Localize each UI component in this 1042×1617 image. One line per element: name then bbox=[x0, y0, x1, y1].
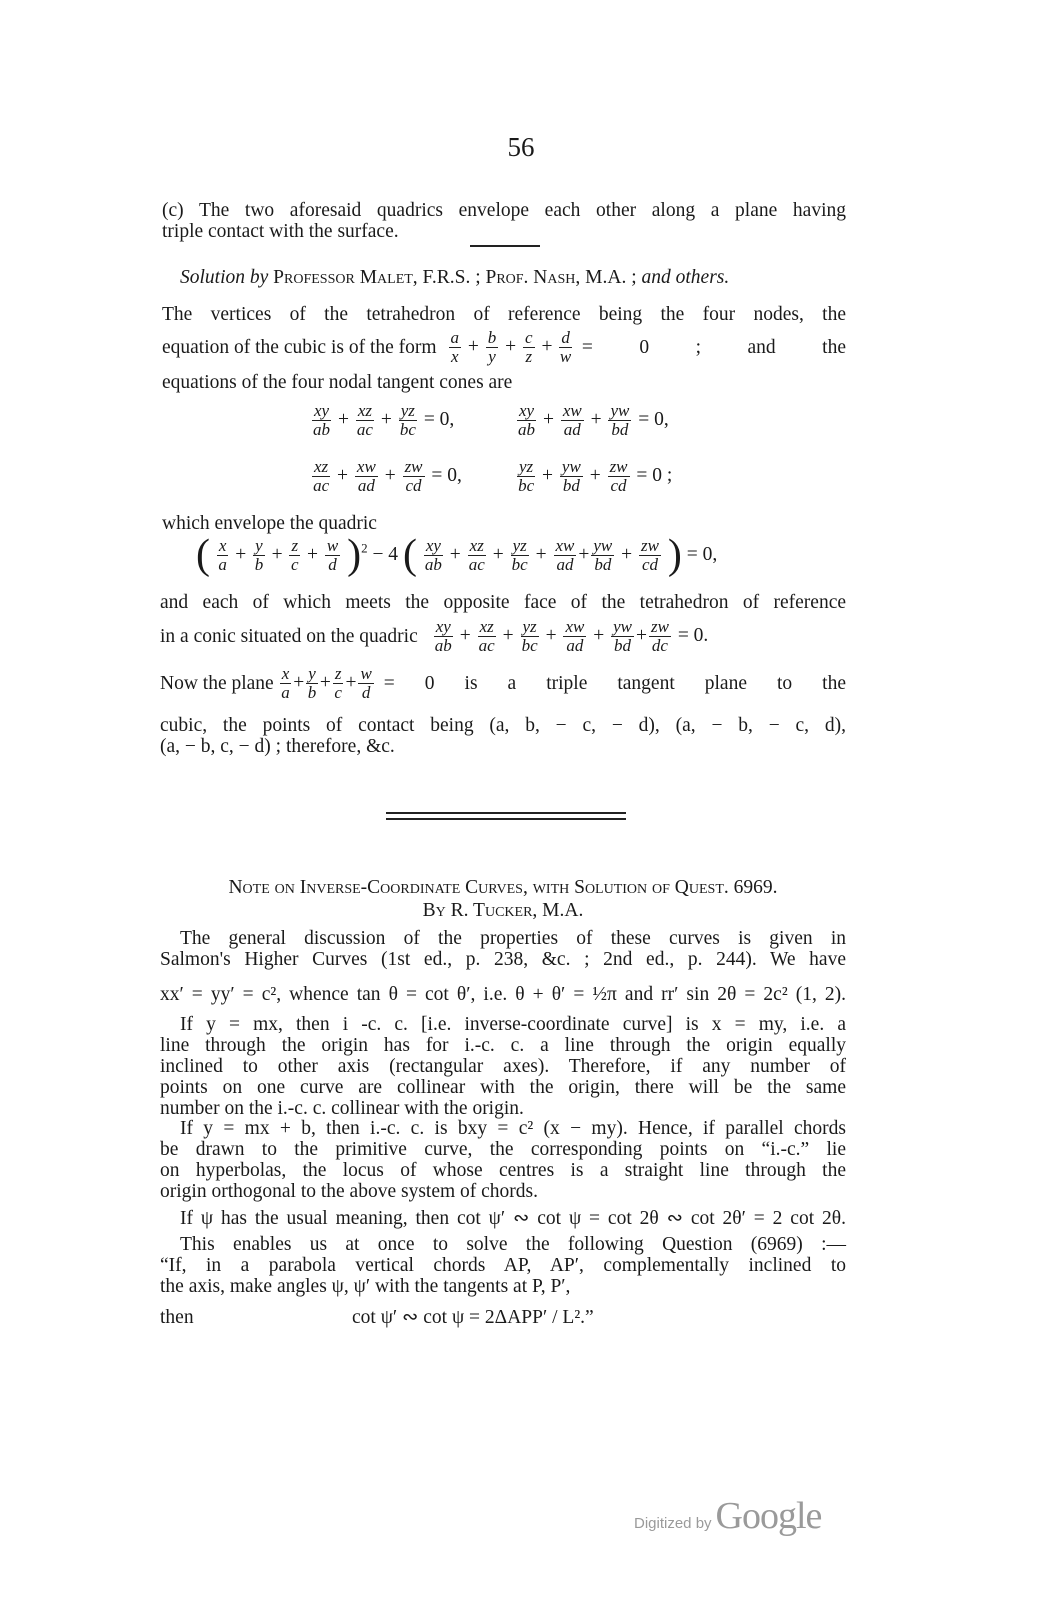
note-p2-line-2: line through the origin has for i.-c. c. a line through the origin equally bbox=[160, 1035, 846, 1056]
digitized-by-text: Digitized by bbox=[634, 1515, 712, 1532]
note-p3-line-1: If y = mx + b, then i.-c. c. is bxy = c² (x − my). Hence, if parallel chords bbox=[180, 1118, 846, 1139]
note-p3-line-2: be drawn to the primitive curve, the corresponding points on “i.-c.” lie bbox=[160, 1139, 846, 1160]
short-rule bbox=[470, 245, 540, 247]
part-c-line-2: triple contact with the surface. bbox=[162, 221, 399, 242]
then-word: then bbox=[160, 1307, 194, 1328]
quadric-equation: ( $\frac{x}{a}$ + $\frac{y}{b}$ + $\frac{z}{c}$ + $\frac{w}{d}$ )$^2$ − 4 ( $\frac{xy}{ab}$ + $\frac{xz}{ac}$ + $\frac{yz}{bc}$ + $\frac{xw}{ad}$ + $\frac{yw}{bd}$ + $\frac{zw}{cd}$ ) = 0, bbox=[196, 531, 718, 578]
cubic-form-text: equation of the cubic is of the form bbox=[162, 336, 437, 358]
now-plane-text: Now the plane bbox=[160, 672, 274, 694]
separator-rule-top bbox=[386, 812, 626, 814]
solution-para-1-line-2 bbox=[162, 329, 846, 366]
solution-authors: Professor Malet, F.R.S. ; Prof. Nash, M.A. ; bbox=[273, 267, 637, 288]
note-p1-line-1: The general discussion of the properties of these curves is given in bbox=[180, 928, 846, 949]
solution-others: and others. bbox=[641, 267, 730, 288]
solution-para-1-line-1: The vertices of the tetrahedron of reference being the four nodes, the bbox=[162, 304, 846, 325]
solution-para-1-line-3: equations of the four nodal tangent cones are bbox=[162, 372, 513, 393]
cubic-form-end: = 0 ; and the bbox=[581, 336, 846, 358]
note-p2-line-5: number on the i.-c. c. collinear with the origin. bbox=[160, 1098, 524, 1119]
conic-text: in a conic situated on the quadric bbox=[160, 625, 418, 647]
conic-quadric-formula: $\frac{xy}{ab}$ + $\frac{xz}{ac}$ + $\frac{yz}{bc}$ + $\frac{xw}{ad}$ + $\frac{yw}{bd}$ + $\frac{zw}{dc}$ = 0. bbox=[434, 617, 709, 655]
note-p3-line-4: origin orthogonal to the above system of chords. bbox=[160, 1181, 539, 1202]
note-title: Note on Inverse-Coordinate Curves, with Solution of Quest. 6969. bbox=[228, 877, 778, 898]
note-p1-line-2: Salmon's Higher Curves (1st ed., p. 238, &c. ; 2nd ed., p. 244). We have bbox=[160, 949, 846, 970]
note-p2-line-1: If y = mx, then i -c. c. [i.e. inverse-coordinate curve] is x = my, i.e. a bbox=[180, 1014, 846, 1035]
envelope-text: which envelope the quadric bbox=[162, 513, 377, 534]
contact-line-1: cubic, the points of contact being (a, b, − c, − d), (a, − b, − c, d), bbox=[160, 715, 846, 736]
then-formula: cot ψ′ ∾ cot ψ = 2ΔAPP′ / L².” bbox=[352, 1307, 594, 1328]
face-line-1: and each of which meets the opposite face of the tetrahedron of reference bbox=[160, 592, 846, 613]
note-author: By R. Tucker, M.A. bbox=[422, 900, 584, 921]
page-number: 56 bbox=[507, 132, 535, 162]
separator-rule-bottom bbox=[386, 818, 626, 820]
face-line-2 bbox=[160, 618, 846, 655]
note-p5-line-2: “If, in a parabola vertical chords AP, AP′, complementally inclined to bbox=[160, 1255, 846, 1276]
note-p5-line-1: This enables us at once to solve the following Question (6969) :— bbox=[180, 1234, 846, 1255]
note-p5-line-3: the axis, make angles ψ, ψ′ with the tangents at P, P′, bbox=[160, 1276, 571, 1297]
note-p2-line-3: inclined to other axis (rectangular axes). Therefore, if any number of bbox=[160, 1056, 846, 1077]
google-logo: Google bbox=[715, 1495, 822, 1537]
solution-heading bbox=[180, 267, 729, 288]
cubic-form-formula: $\frac{a}{x}$ + $\frac{b}{y}$ + $\frac{c}{z}$ + $\frac{d}{w}$ bbox=[450, 328, 572, 366]
now-plane-line bbox=[160, 665, 846, 702]
contact-line-2: (a, − b, c, − d) ; therefore, &c. bbox=[160, 736, 395, 757]
cone-equation-2: $\frac{xy}{ab}$ + $\frac{xw}{ad}$ + $\frac{yw}{bd}$ = 0, bbox=[518, 401, 669, 439]
note-p2-line-4: points on one curve are collinear with the origin, there will be the same bbox=[160, 1077, 846, 1098]
digitized-watermark bbox=[634, 1494, 821, 1538]
triple-plane-formula: $\frac{x}{a}$ + $\frac{y}{b}$ + $\frac{z}{c}$ + $\frac{w}{d}$ bbox=[281, 664, 372, 702]
solution-intro: Solution by bbox=[180, 267, 269, 288]
note-p1-line-3: xx′ = yy′ = c², whence tan θ = cot θ′, i.e. θ + θ′ = ½π and rr′ sin 2θ = 2c² (1, 2). bbox=[160, 984, 846, 1005]
note-p3-line-3: on hyperbolas, the locus of whose centres is a straight line through the bbox=[160, 1160, 846, 1181]
cone-equation-4: $\frac{yz}{bc}$ + $\frac{yw}{bd}$ + $\frac{zw}{cd}$ = 0 ; bbox=[518, 457, 673, 495]
triple-plane-end: = 0 is a triple tangent plane to the bbox=[383, 672, 846, 694]
cone-equation-1: $\frac{xy}{ab}$ + $\frac{xz}{ac}$ + $\frac{yz}{bc}$ = 0, bbox=[313, 401, 455, 439]
note-p4-line-1: If ψ has the usual meaning, then cot ψ′ ∾ cot ψ = cot 2θ ∾ cot 2θ′ = 2 cot 2θ. bbox=[180, 1208, 846, 1229]
part-c-line-1: (c) The two aforesaid quadrics envelope each other along a plane having bbox=[162, 200, 846, 221]
cone-equation-3: $\frac{xz}{ac}$ + $\frac{xw}{ad}$ + $\frac{zw}{cd}$ = 0, bbox=[313, 457, 462, 495]
